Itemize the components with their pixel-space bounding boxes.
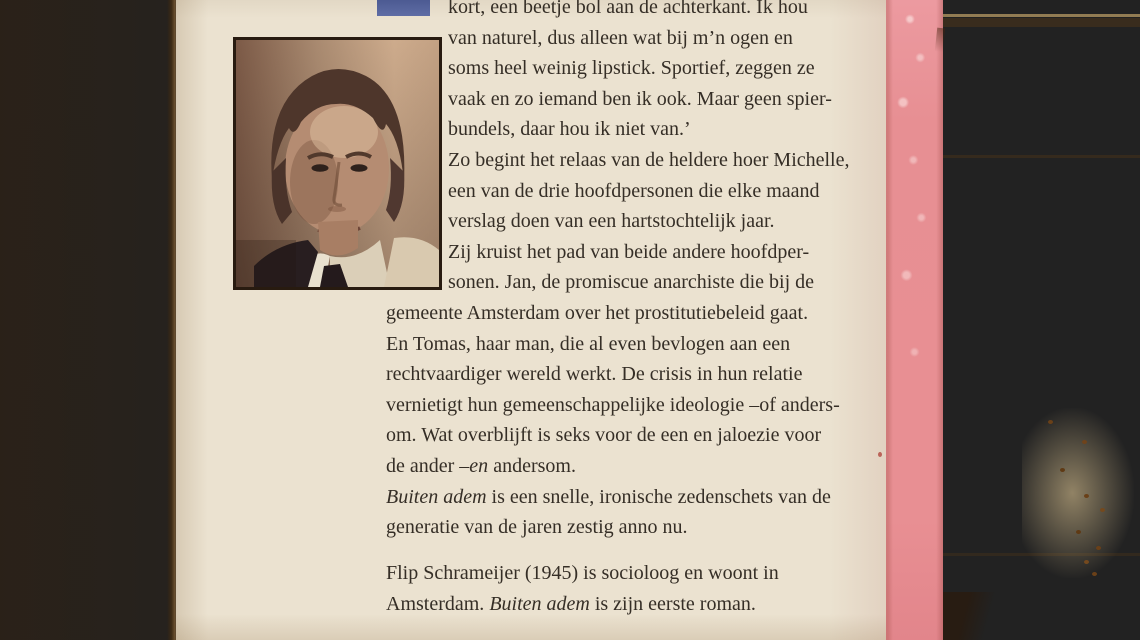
text-line xyxy=(386,589,779,620)
text-line xyxy=(386,451,840,482)
wood-wear-dots xyxy=(1048,420,1053,424)
pink-spine-edge xyxy=(886,0,943,640)
text-segment: soms heel weinig lipstick. Sportief, zeggen ze xyxy=(448,57,815,80)
blurb-quote-text xyxy=(448,0,850,298)
text-line xyxy=(386,482,840,513)
text-segment: En Tomas, haar man, die al even bevlogen aan een xyxy=(386,332,791,355)
book-title-italic: Buiten adem xyxy=(489,592,590,615)
text-segment: vernietigt hun gemeenschappelijke ideologie –of anders- xyxy=(386,393,840,416)
text-segment: de ander – xyxy=(386,454,470,477)
text-segment: van naturel, dus alleen wat bij m’n ogen en xyxy=(448,26,793,49)
text-segment: generatie van de jaren zestig anno nu. xyxy=(386,516,688,539)
text-segment: rechtvaardiger wereld werkt. De crisis in hun relatie xyxy=(386,363,803,386)
text-line xyxy=(386,298,840,329)
text-line xyxy=(448,23,850,54)
text-segment: is zijn eerste roman. xyxy=(589,592,756,615)
text-segment: is een snelle, ironische zedenschets van de xyxy=(486,485,831,508)
text-line xyxy=(448,84,850,115)
red-ink-speck xyxy=(878,452,882,457)
text-segment: Zo begint het relaas van de heldere hoer Michelle, xyxy=(448,148,850,171)
text-segment: bundels, daar hou ik niet van.’ xyxy=(448,118,691,141)
text-line xyxy=(448,206,850,237)
text-line xyxy=(448,237,850,268)
text-line xyxy=(386,512,840,543)
text-line xyxy=(448,267,850,298)
text-segment: Zij kruist het pad van beide andere hoofdper- xyxy=(448,240,810,263)
text-segment: om. Wat overblijft is seks voor de een en jaloezie voor xyxy=(386,424,822,447)
text-segment: Amsterdam. xyxy=(386,592,490,615)
portrait-illustration xyxy=(236,40,439,287)
text-line xyxy=(448,114,850,145)
wood-grain-band xyxy=(943,14,1140,17)
text-line xyxy=(386,420,840,451)
text-line xyxy=(386,558,779,589)
text-line xyxy=(448,0,850,23)
text-segment: kort, een beetje bol aan de achterkant. Ik hou xyxy=(448,0,808,18)
text-line xyxy=(448,145,850,176)
text-segment: andersom. xyxy=(488,454,576,477)
author-portrait-photo xyxy=(233,37,442,290)
blue-accent-square xyxy=(377,0,430,16)
text-line xyxy=(386,359,840,390)
wood-grain-band xyxy=(943,155,1140,158)
text-segment: sonen. Jan, de promiscue anarchiste die bij de xyxy=(448,271,814,294)
text-line xyxy=(386,329,840,360)
text-line xyxy=(448,53,850,84)
text-segment: Flip Schrameijer (1945) is socioloog en woont in xyxy=(386,562,779,584)
blurb-synopsis-text xyxy=(386,298,840,543)
text-segment: een van de drie hoofdpersonen die elke maand xyxy=(448,179,820,202)
book-title-italic: Buiten adem xyxy=(386,485,487,508)
text-segment: gemeente Amsterdam over het prostitutiebeleid gaat. xyxy=(386,302,809,324)
book-title-italic: en xyxy=(469,454,489,477)
text-segment: vaak en zo iemand ben ik ook. Maar geen spier- xyxy=(448,87,832,110)
wood-grain-band xyxy=(943,18,1140,27)
text-segment: verslag doen van een hartstochtelijk jaar. xyxy=(448,210,775,233)
book-corner-shadow xyxy=(943,592,1001,640)
text-line xyxy=(448,176,850,207)
wood-wear-marks xyxy=(1022,408,1134,578)
wood-left-shade xyxy=(0,0,178,640)
author-bio-text xyxy=(386,558,779,619)
text-line xyxy=(386,390,840,421)
book-back-cover xyxy=(176,0,886,640)
